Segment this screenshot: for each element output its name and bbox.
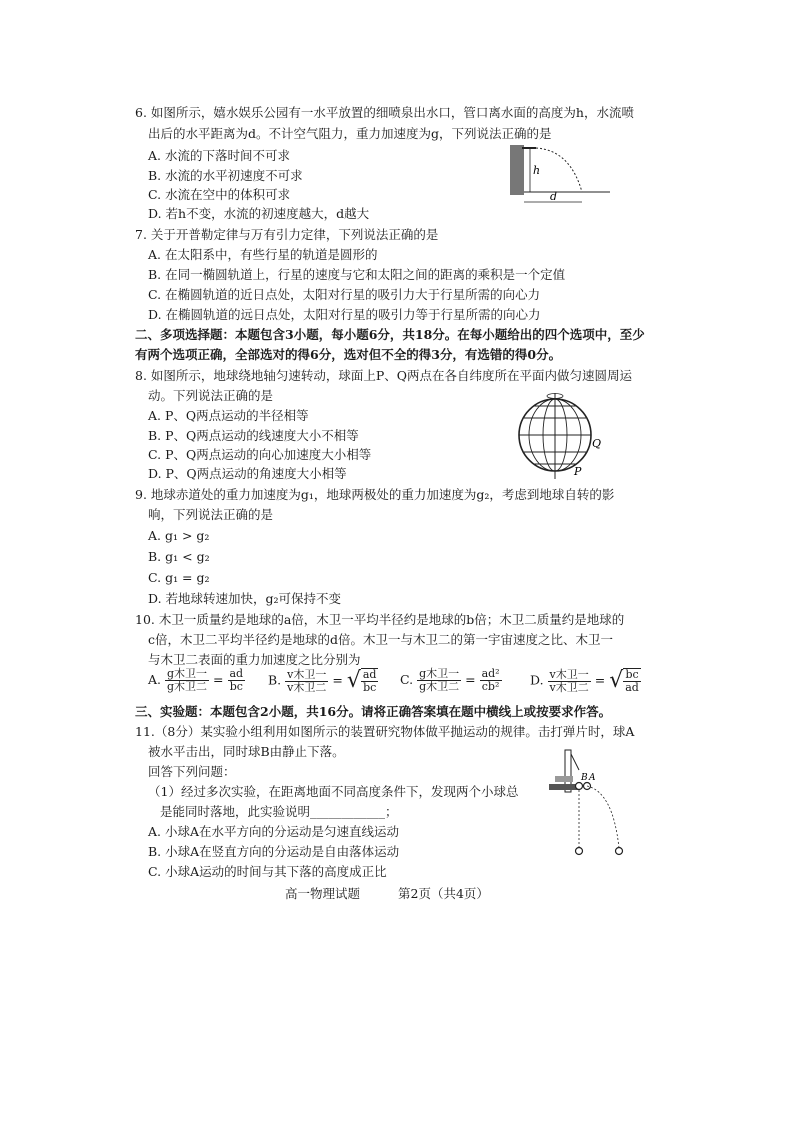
q6-option-a: A. 水流的下落时间不可求 [148,148,290,163]
q11-prompt: 回答下列问题： [148,764,236,779]
q9-option-a: A. g₁ > g₂ [148,528,210,543]
q7-stem: 7. 关于开普勒定律与万有引力定律，下列说法正确的是 [135,227,439,242]
q10-stem-line1: 10. 木卫一质量约是地球的a倍，木卫一平均半径约是地球的b倍；木卫二质量约是地球的 [135,612,625,627]
q10-d-lhs: $\frac{\text{v木卫一}}{\text{v木卫二}}$ [549,667,589,694]
footer-page-number: 第2页（共4页） [398,886,489,901]
q10-b-sqrt: √ $\frac{ad}{bc}$ [346,668,377,694]
q6-option-c: C. 水流在空中的体积可求 [148,187,291,202]
q8-option-c: C. P、Q两点运动的向心加速度大小相等 [148,447,372,462]
footer-subject: 高一物理试题 [285,886,361,901]
q11-stem-line1: 11.（8分）某实验小组利用如图所示的装置研究物体做平抛运动的规律。击打弹片时，球A [135,724,635,739]
q9-option-b: B. g₁ < g₂ [148,549,210,564]
section3-heading: 三、实验题：本题包含2小题，共16分。请将正确答案填在题中横线上或按要求作答。 [135,704,612,719]
q6-option-d: D. 若h不变，水流的初速度越大，d越大 [148,206,370,221]
q9-stem-line2: 响，下列说法正确的是 [148,507,274,522]
q6-stem-line2: 出后的水平距离为d。不计空气阻力，重力加速度为g，下列说法正确的是 [148,126,552,141]
q10-d-sqrt: √ $\frac{bc}{ad}$ [609,668,639,694]
q11-sub1-line1: （1）经过多次实验，在距离地面不同高度条件下，发现两个小球总 [148,784,519,799]
q8-option-a: A. P、Q两点运动的半径相等 [148,408,309,423]
q10-a-lhs: $\frac{\text{g木卫一}}{\text{g木卫二}}$ [167,667,208,693]
q10-a-rhs: $\frac{ad}{bc}$ [229,667,244,693]
q8-option-d: D. P、Q两点运动的角速度大小相等 [148,466,347,481]
q8-stem-line2: 动。下列说法正确的是 [148,388,274,403]
q8-globe-figure [510,393,610,479]
ball-a-path [587,786,619,848]
apparatus-base [549,784,579,790]
q11-sub1-line2: 是能同时落地，此实验说明____________； [160,804,398,819]
q6-h-label: h [533,164,541,177]
q7-option-a: A. 在太阳系中，有些行星的轨道是圆形的 [148,247,378,262]
ball-b-bottom [576,848,583,855]
ball-a-label: A [589,773,596,783]
q11-option-c: C. 小球A运动的时间与其下落的高度成正比 [148,864,387,879]
section2-heading-line1: 二、多项选择题：本题包含3小题，每小题6分，共18分。在每小题给出的四个选项中，至少 [135,327,645,342]
q10-option-d: D. $\frac{\text{v木卫一}}{\text{v木卫二}}$ = √ $\frac{bc}{ad}$ [530,667,639,694]
q7-option-d: D. 在椭圆轨道的远日点处，太阳对行星的吸引力等于行星所需的向心力 [148,307,541,322]
q9-stem-line1: 9. 地球赤道处的重力加速度为g₁，地球两极处的重力加速度为g₂，考虑到地球自转的影 [135,487,615,502]
q8-option-b: B. P、Q两点运动的线速度大小不相等 [148,428,359,443]
q6-option-b: B. 水流的水平初速度不可求 [148,168,303,183]
q11-stem-line2: 被水平击出，同时球B由静止下落。 [148,744,345,759]
q10-option-b: B. $\frac{\text{v木卫一}}{\text{v木卫二}}$ = √ $\frac{ad}{bc}$ [268,667,377,694]
q10-option-c: C. $\frac{\text{g木卫一}}{\text{g木卫二}}$ = $\frac{\text{ad²}}{\text{cb²}}$ [400,667,500,693]
q6-stem-line1: 6. 如图所示，嬉水娱乐公园有一水平放置的细喷泉出水口，管口离水面的高度为h，水流喷 [135,105,634,120]
q10-b-lhs: $\frac{\text{v木卫一}}{\text{v木卫二}}$ [287,667,327,694]
q10-stem-line3: 与木卫二表面的重力加速度之比分别为 [148,652,361,667]
q11-option-b: B. 小球A在竖直方向的分运动是自由落体运动 [148,844,400,859]
globe-q-label: Q [592,437,602,450]
ball-b-top [576,783,583,790]
q9-option-c: C. g₁ = g₂ [148,570,210,585]
q7-option-c: C. 在椭圆轨道的近日点处，太阳对行星的吸引力大于行星所需的向心力 [148,287,541,302]
ball-a-bottom [616,848,623,855]
q11-option-a: A. 小球A在水平方向的分运动是匀速直线运动 [148,824,400,839]
spring-plate [571,754,579,770]
q11-apparatus-figure [545,748,635,860]
hammer-icon [555,776,573,782]
q6-fountain-figure [500,140,620,210]
q6-trajectory [536,148,582,192]
q9-option-d: D. 若地球转速加快，g₂可保持不变 [148,591,342,606]
q8-stem-line1: 8. 如图所示，地球绕地轴匀速转动，球面上P、Q两点在各自纬度所在平面内做匀速圆周运 [135,368,633,383]
q10-c-lhs: $\frac{\text{g木卫一}}{\text{g木卫二}}$ [419,667,460,693]
globe-p-label: P [574,465,582,478]
ball-b-label: B [581,773,588,783]
q10-option-a: A. $\frac{\text{g木卫一}}{\text{g木卫二}}$ = $\frac{ad}{bc}$ [148,667,244,693]
q10-c-rhs: $\frac{\text{ad²}}{\text{cb²}}$ [481,667,500,693]
q10-stem-line2: c倍，木卫二平均半径约是地球的d倍。木卫一与木卫二的第一宇宙速度之比、木卫一 [148,632,614,647]
q6-d-label: d [550,190,558,203]
q6-wall-shape [510,145,524,195]
section2-heading-line2: 有两个选项正确，全部选对的得6分，选对但不全的得3分，有选错的得0分。 [135,347,562,362]
q7-option-b: B. 在同一椭圆轨道上，行星的速度与它和太阳之间的距离的乘积是一个定值 [148,267,566,282]
